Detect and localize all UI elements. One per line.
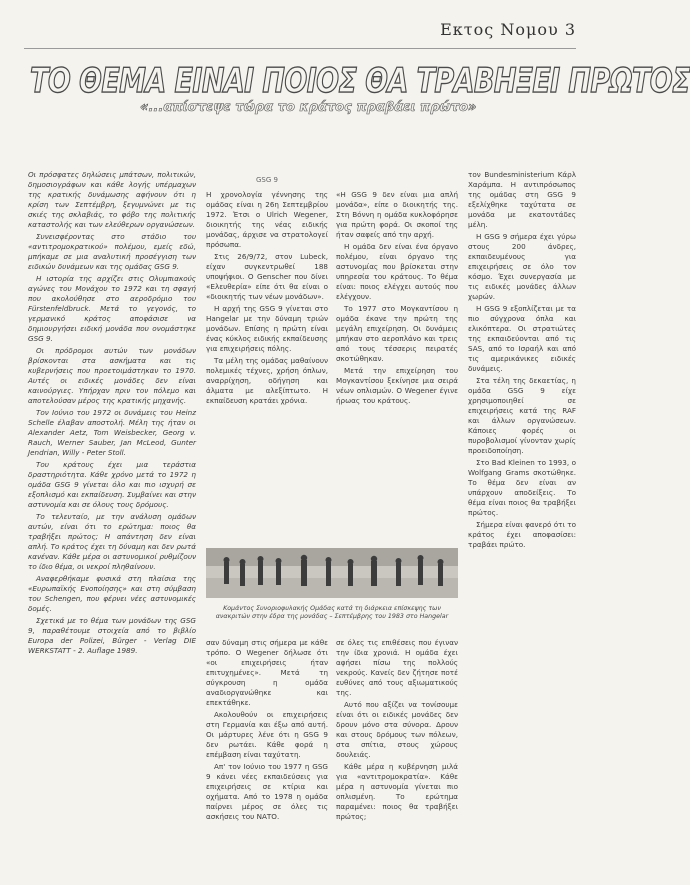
article-column-2-lower (206, 638, 328, 873)
paragraph: Αναφερθήκαμε φυσικά στη πλαίσια της «Ευρωπαϊκής Ενοποίησης» και στη σύμβαση του Schengen, που φέρνει νέες αστυνομικές δομές. (28, 574, 196, 613)
paragraph: Στα τέλη της δεκαετίας, η ομάδα GSG 9 είχε χρησιμοποιηθεί σε επιχειρήσεις κατά της RAF και άλλων οργανώσεων. Κάποιες φορές οι πυροβολισμοί γίνονταν χωρίς προειδοποίηση. (468, 376, 576, 455)
paragraph: Αυτό που αξίζει να τονίσουμε είναι ότι οι ειδικές μονάδες δεν δρουν μόνο στα σύνορα. Δρουν και στους δρόμους των πόλεων, στα σπίτια, στους χώρους δουλειάς. (336, 700, 458, 759)
paragraph: Στις 26/9/72, στον Lubeck, είχαν συγκεντρωθεί 188 υποψήφιοι. Ο Genscher που δίνει «Ελευθερία» είπε ότι θα είναι ο «διοικητής των νέων μονάδων». (206, 252, 328, 301)
section-title: Εκτος Νομου 3 (440, 20, 576, 39)
paragraph: Η GSG 9 σήμερα έχει γύρω στους 200 άνδρες, εκπαιδευμένους για επιχειρήσεις σε όλο τον κόσμο. Έχει συνεργασία με τις ειδικές μονάδες άλλων χωρών. (468, 232, 576, 301)
article-column-1 (28, 170, 196, 870)
paragraph: «Η GSG 9 δεν είναι μια απλή μονάδα», είπε ο διοικητής της. Στη Βόννη η ομάδα κυκλοφόρησε για πρώτη φορά. Οι σκοποί της ήταν σαφείς από την αρχή. (336, 190, 458, 239)
paragraph: Το 1977 στο Μογκαντίσου η ομάδα έκανε την πρώτη της μεγάλη επιχείρηση. Οι δυνάμεις μπήκαν στο αεροπλάνο και τρεις από τους τέσσερις πειρατές σκοτώθηκαν. (336, 304, 458, 363)
page-header (24, 14, 576, 49)
paragraph: τον Bundesministerium Κάρλ Χαράμπα. Η αντιπρόσωπος της ομάδας στη GSG 9 εξελίχθηκε ταχύτατα σε μονάδα με εκατοντάδες μέλη. (468, 170, 576, 229)
gsg-label: GSG 9 (256, 176, 278, 184)
paragraph: Το τελευταίο, με την ανάλυση ομάδων αυτών, είναι ότι το ερώτημα: ποιος θα τραβήξει πρώτος; Η απάντηση δεν είναι απλή. Το κράτος έχει τη δύναμη και δεν ρωτά κανέναν. Κάθε μέρα οι αστυνομικοί ρυθμίζουν το ίδιο θέμα, οι νεκροί πληθαίνουν. (28, 512, 196, 571)
article-column-3 (336, 190, 458, 550)
photo-caption: Κομάντος Συνοριοφυλακής Ομάδας κατά τη διάρκεια επίσκεψης των ανακριτών στην έδρα της μονάδας – Σεπτέμβρης του 1983 στο Hangelar (215, 605, 449, 620)
paragraph: Στο Bad Kleinen το 1993, ο Wolfgang Grams σκοτώθηκε. Το θέμα δεν είναι αν υπάρχουν αποδείξεις. Το θέμα είναι ποιος θα τραβήξει πρώτος. (468, 458, 576, 517)
paragraph: Μετά την επιχείρηση του Μογκαντίσου ξεκίνησε μια σειρά νέων οπλισμών. Ο Wegener έγινε ήρωας του κράτους. (336, 366, 458, 405)
photo-image (206, 548, 458, 598)
paragraph: Του κράτους έχει μια τεράστια δραστηριότητα. Κάθε χρόνο μετά το 1972 η ομάδα GSG 9 γίνεται όλο και πιο ισχυρή σε εξοπλισμό και εκπαίδευση. Συμβαίνει και στην αστυνομία και σε όλους τους δρόμους. (28, 460, 196, 509)
paragraph: Κάθε μέρα η κυβέρνηση μιλά για «αντιτρομοκρατία». Κάθε μέρα η αστυνομία γίνεται πιο οπλισμένη. Το ερώτημα παραμένει: ποιος θα τραβήξει πρώτος; (336, 762, 458, 821)
subheadline: «...απίστεψε τώρα το κράτος πραβάει πρώτο» (140, 100, 477, 115)
article-column-4 (468, 170, 576, 870)
paragraph: σε όλες τις επιθέσεις που έγιναν την ίδια χρονιά. Η ομάδα έχει αφήσει πίσω της πολλούς νεκρούς. Κανείς δεν ζήτησε ποτέ ευθύνες από τους αξιωματικούς της. (336, 638, 458, 697)
headline: ΤΟ ΘΕΜΑ ΕΙΝΑΙ ΠΟΙΟΣ ΘΑ ΤΡΑΒΗΞΕΙ ΠΡΩΤΟΣ (30, 62, 690, 101)
photo (206, 548, 458, 598)
article-column-3-lower (336, 638, 458, 873)
paragraph: Η χρονολογία γέννησης της ομάδας είναι η 26η Σεπτεμβρίου 1972. Έτσι ο Ulrich Wegener, διοικητής της νέας ειδικής μονάδας, άρχισε να στρατολογεί πρόσωπα. (206, 190, 328, 249)
paragraph: Απ' τον Ιούνιο του 1977 η GSG 9 κάνει νέες εκπαιδεύσεις για επιχειρήσεις σε κτίρια και οχήματα. Από το 1978 η ομάδα παίρνει μέρος σε όλες τις ασκήσεις του ΝΑΤΟ. (206, 762, 328, 821)
paragraph: Ακολουθούν οι επιχειρήσεις στη Γερμανία και έξω από αυτή. Οι μάρτυρες λένε ότι η GSG 9 δεν ρωτάει. Κάθε φορά η επέμβαση είναι ταχύτατη. (206, 710, 328, 759)
paragraph: Οι πρόδρομοι αυτών των μονάδων βρίσκονται στα ασκήματα και τις κυβερνήσεις που προετοιμάστηκαν το 1970. Αυτές οι ειδικές μονάδες δεν είναι καινούργιες. Υπήρχαν πριν τον πόλεμο και αποτελούσαν μέρος της κρατικής μηχανής. (28, 346, 196, 405)
article-column-2 (206, 190, 328, 550)
paragraph: Τον Ιούνιο του 1972 οι δυνάμεις του Heinz Schelle έλαβαν αποστολή. Μέλη της ήταν οι Alexander Aetz, Tom Weisbecker, Georg v. Rauch, Werner Sauber, Jan McLeod, Gunter Jendrian, Willy - Peter Stoll. (28, 408, 196, 457)
paragraph: Η αρχή της GSG 9 γίνεται στο Hangelar με την δύναμη τριών μονάδων. Επίσης η πρώτη είναι ένας κύκλος ειδικής εκπαίδευσης για επιχειρήσεις πόλης. (206, 304, 328, 353)
paragraph: Σήμερα είναι φανερό ότι το κράτος έχει αποφασίσει: τραβάει πρώτο. (468, 520, 576, 549)
paragraph: σαν δύναμη στις σήμερα με κάθε τρόπο. Ο Wegener δήλωσε ότι «οι επιχειρήσεις ήταν επιτυχημένες». Μετά τη σύγκρουση η ομάδα αναδιοργανώθηκε και επεκτάθηκε. (206, 638, 328, 707)
paragraph: Οι πρόσφατες δηλώσεις μπάτσων, πολιτικών, δημοσιογράφων και κάθε λογής υπέρμαχων της κρατικής δυνάμωσης αφήνουν ότι η κρίση των Σεπτέμβρη, ξεγυμνώνει με τις σκιές της σκλαβιάς, το φόβο της πολιτικής καταστολής και των ελεύθερων οργανώσεων. (28, 170, 196, 229)
paragraph: Τα μέλη της ομάδας μαθαίνουν πολεμικές τέχνες, χρήση όπλων, αναρρίχηση, οδήγηση και άλματα με αλεξίπτωτο. Η εκπαίδευση κρατάει χρόνια. (206, 356, 328, 405)
paragraph: Η GSG 9 εξοπλίζεται με τα πιο σύγχρονα όπλα και ελικόπτερα. Οι στρατιώτες της εκπαιδεύονται από τις SAS, από το Ισραήλ και από τις αμερικάνικες ειδικές δυνάμεις. (468, 304, 576, 373)
paragraph: Η ιστορία της αρχίζει στις Ολυμπιακούς αγώνες του Μονάχου το 1972 και τη σφαγή που ακολούθησε στο αεροδρόμιο του Fürstenfeldbruck. Μετά το γεγονός, το γερμανικό κράτος αποφάσισε να δημιουργήσει ειδική μονάδα που ονομάστηκε GSG 9. (28, 274, 196, 343)
paragraph: Σχετικά με το θέμα των μονάδων της GSG 9, παραθέτουμε στοιχεία από το βιβλίο Europa der Polizei, Bürger - Verlag DIE WERKSTATT - 2. Auflage 1989. (28, 616, 196, 655)
paragraph: Η ομάδα δεν είναι ένα όργανο πολέμου, είναι όργανο της αστυνομίας που βρίσκεται στην υπηρεσία του κράτους. Το θέμα είναι: ποιος ελέγχει αυτούς που ελέγχουν. (336, 242, 458, 301)
paragraph: Συνεισφέροντας στο στάδιο του «αντιτρομοκρατικού» πολέμου, εμείς εδώ, μπήκαμε σε μια αναλυτική προσέγγιση των ειδικών δυνάμεων και της ομάδας GSG 9. (28, 232, 196, 271)
